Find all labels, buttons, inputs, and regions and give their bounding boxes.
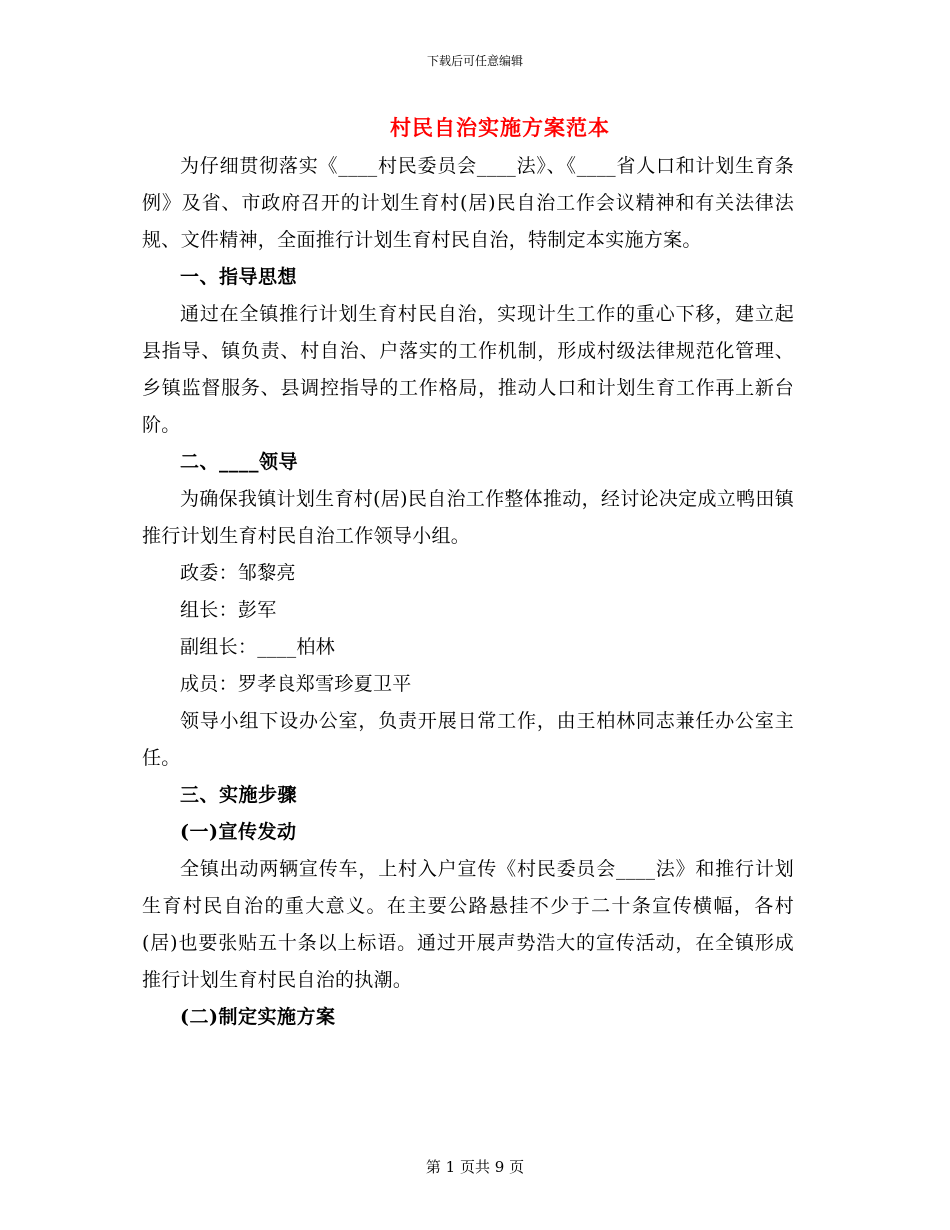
section-heading: 一、指导思想	[180, 266, 298, 288]
section-heading: (一)宣传发动	[180, 821, 297, 843]
body-paragraph: 领导小组下设办公室，负责开展日常工作，由王柏林同志兼任办公室主任。	[142, 710, 794, 769]
body-paragraph: 组长：彭军	[180, 599, 277, 621]
body-paragraph: 政委：邹黎亮	[180, 562, 296, 584]
body-paragraph: 通过在全镇推行计划生育村民自治，实现计生工作的重心下移，建立起县指导、镇负责、村自治、户落实的工作机制，形成村级法律规范化管理、乡镇监督服务、县调控指导的工作格局，推动人口和计划生育工作再上新台阶。	[142, 303, 794, 436]
body-paragraph: 副组长：____柏林	[180, 636, 336, 658]
page-footer: 第 1 页共 9 页	[425, 1158, 525, 1176]
section-heading: (二)制定实施方案	[180, 1006, 336, 1028]
document-body	[142, 148, 794, 1036]
header-note: 下载后可任意编辑	[426, 54, 523, 68]
body-paragraph: 全镇出动两辆宣传车，上村入户宣传《村民委员会____法》和推行计划生育村民自治的重大意义。在主要公路悬挂不少于二十条宣传横幅，各村(居)也要张贴五十条以上标语。通过开展声势浩大的宣传活动，在全镇形成推行计划生育村民自治的执潮。	[142, 858, 794, 991]
body-paragraph: 为确保我镇计划生育村(居)民自治工作整体推动，经讨论决定成立鸭田镇推行计划生育村民自治工作领导小组。	[142, 488, 794, 547]
body-paragraph: 成员：罗孝良郑雪珍夏卫平	[180, 673, 412, 695]
section-heading: 二、____领导	[180, 451, 299, 473]
section-heading: 三、实施步骤	[180, 784, 298, 806]
document-title: 村民自治实施方案范本	[390, 115, 610, 140]
body-paragraph: 为仔细贯彻落实《____村民委员会____法》、《____省人口和计划生育条例》及省、市政府召开的计划生育村(居)民自治工作会议精神和有关法律法规、文件精神，全面推行计划生育村民自治，特制定本实施方案。	[142, 155, 794, 251]
